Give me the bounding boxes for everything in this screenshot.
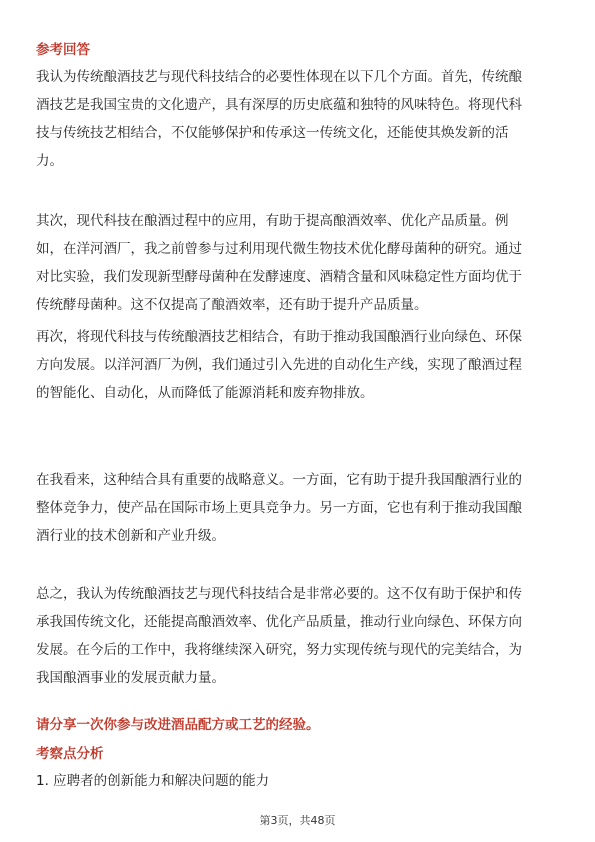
paragraph-line: 我认为传统酿酒技艺与现代科技结合的必要性体现在以下几个方面。首先，传统酿 bbox=[36, 69, 522, 85]
paragraph-line: 对比实验，我们发现新型酵母菌种在发酵速度、酒精含量和风味稳定性方面均优于 bbox=[36, 269, 522, 285]
paragraph-line: 承我国传统文化，还能提高酿酒效率、优化产品质量，推动行业向绿色、环保方向 bbox=[36, 614, 522, 630]
paragraph-line: 力。 bbox=[36, 153, 63, 169]
page-footer: 第3页，共48页 bbox=[259, 814, 336, 827]
paragraph-line: 其次，现代科技在酿酒过程中的应用，有助于提高酿酒效率、优化产品质量。例 bbox=[36, 213, 509, 229]
paragraph-2 bbox=[36, 207, 562, 319]
paragraph-line: 传统酵母菌种。这不仅提高了酿酒效率，还有助于提升产品质量。 bbox=[36, 297, 428, 313]
paragraph-line: 在我看来，这种结合具有重要的战略意义。一方面，它有助于提升我国酿酒行业的 bbox=[36, 472, 522, 488]
paragraph-line: 酒行业的技术创新和产业升级。 bbox=[36, 528, 225, 544]
analysis-list-item: 1. 应聘者的创新能力和解决问题的能力 bbox=[36, 773, 270, 789]
paragraph-4 bbox=[36, 466, 562, 550]
paragraph-line: 我国酿酒事业的发展贡献力量。 bbox=[36, 670, 225, 686]
paragraph-line: 总之，我认为传统酿酒技艺与现代科技结合是非常必要的。这不仅有助于保护和传 bbox=[36, 586, 522, 602]
paragraph-5 bbox=[36, 580, 562, 692]
paragraph-line: 的智能化、自动化，从而降低了能源消耗和废弃物排放。 bbox=[36, 385, 374, 401]
paragraph-line: 整体竞争力，使产品在国际市场上更具竞争力。另一方面，它也有利于推动我国酿 bbox=[36, 500, 522, 516]
answer-heading: 参考回答 bbox=[36, 42, 90, 58]
paragraph-1 bbox=[36, 63, 562, 175]
analysis-heading: 考察点分析 bbox=[36, 746, 104, 762]
paragraph-line: 发展。在今后的工作中，我将继续深入研究，努力实现传统与现代的完美结合，为 bbox=[36, 642, 522, 658]
paragraph-line: 方向发展。以洋河酒厂为例，我们通过引入先进的自动化生产线，实现了酿酒过程 bbox=[36, 357, 522, 373]
paragraph-line: 再次，将现代科技与传统酿酒技艺相结合，有助于推动我国酿酒行业向绿色、环保 bbox=[36, 329, 522, 345]
paragraph-3 bbox=[36, 323, 562, 407]
question-heading: 请分享一次你参与改进酒品配方或工艺的经验。 bbox=[36, 717, 320, 733]
paragraph-line: 技与传统技艺相结合，不仅能够保护和传承这一传统文化，还能使其焕发新的活 bbox=[36, 125, 509, 141]
paragraph-line: 如，在洋河酒厂，我之前曾参与过利用现代微生物技术优化酵母菌种的研究。通过 bbox=[36, 241, 522, 257]
paragraph-line: 酒技艺是我国宝贵的文化遗产，具有深厚的历史底蕴和独特的风味特色。将现代科 bbox=[36, 97, 522, 113]
